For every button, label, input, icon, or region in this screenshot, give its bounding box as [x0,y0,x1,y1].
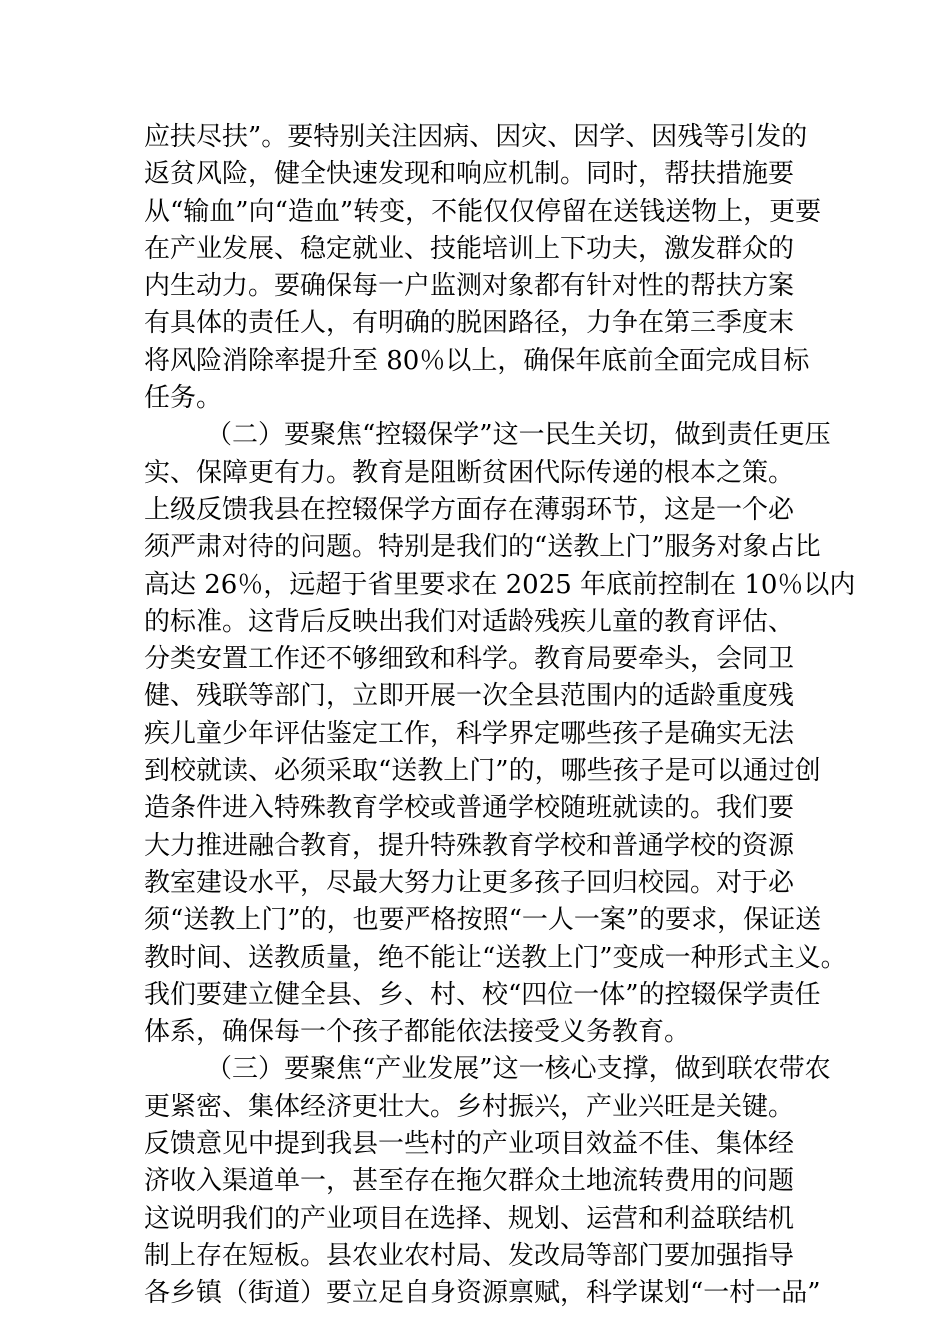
text-line: 更紧密、集体经济更壮大。乡村振兴，产业兴旺是关键。 [144,1091,795,1122]
text-line: 高达 26％，远超于省里要求在 2025 年底前控制在 10％以内 [144,569,856,600]
text-line: 体系，确保每一个孩子都能依法接受义务教育。 [144,1017,691,1048]
text-line: 从“输血”向“造血”转变，不能仅仅停留在送钱送物上，更要 [144,196,822,227]
text-line: 造条件进入特殊教育学校或普通学校随班就读的。我们要 [144,793,795,824]
text-line: 应扶尽扶”。要特别关注因病、因灾、因学、因残等引发的 [144,122,808,152]
text-line: 教室建设水平，尽最大努力让更多孩子回归校园。对于必 [144,867,795,898]
text-line: 有具体的责任人，有明确的脱困路径，力争在第三季度末 [144,308,795,339]
text-line: 的标准。这背后反映出我们对适龄残疾儿童的教育评估、 [144,606,795,637]
text-line: 返贫风险，健全快速发现和响应机制。同时，帮扶措施要 [144,159,795,190]
text-line: 分类安置工作还不够细致和科学。教育局要牵头，会同卫 [144,644,795,675]
text-line: 须“送教上门”的，也要严格按照“一人一案”的要求，保证送 [144,905,822,936]
text-line: 反馈意见中提到我县一些村的产业项目效益不佳、集体经 [144,1129,795,1160]
text-line: 济收入渠道单一，甚至存在拖欠群众土地流转费用的问题 [144,1166,795,1197]
text-line: 实、保障更有力。教育是阻断贫困代际传递的根本之策。 [144,457,795,488]
text-line: 各乡镇（街道）要立足自身资源禀赋，科学谋划“一村一品” [144,1278,821,1309]
text-line: 健、残联等部门，立即开展一次全县范围内的适龄重度残 [144,681,795,712]
text-line: 我们要建立健全县、乡、村、校“四位一体”的控辍保学责任 [144,979,821,1010]
body-text [144,119,856,1313]
text-line: 这说明我们的产业项目在选择、规划、运营和利益联结机 [144,1203,795,1234]
text-line: 大力推进融合教育，提升特殊教育学校和普通学校的资源 [144,830,795,861]
paragraph-start-line: （二）要聚焦“控辍保学”这一民生关切，做到责任更压 [206,420,831,451]
paragraph-start-line: （三）要聚焦“产业发展”这一核心支撑，做到联农带农 [206,1054,831,1085]
text-line: 上级反馈我县在控辍保学方面存在薄弱环节，这是一个必 [144,494,795,525]
text-line: 疾儿童少年评估鉴定工作，科学界定哪些孩子是确实无法 [144,718,795,749]
text-line: 将风险消除率提升至 80％以上，确保年底前全面完成目标 [144,345,810,376]
text-line: 任务。 [144,383,223,414]
text-line: 在产业发展、稳定就业、技能培训上下功夫，激发群众的 [144,233,795,264]
text-line: 内生动力。要确保每一户监测对象都有针对性的帮扶方案 [144,271,795,302]
text-line: 教时间、送教质量，绝不能让“送教上门”变成一种形式主义。 [144,942,847,973]
text-line: 制上存在短板。县农业农村局、发改局等部门要加强指导 [144,1240,795,1271]
text-line: 须严肃对待的问题。特别是我们的“送教上门”服务对象占比 [144,532,821,563]
text-line: 到校就读、必须采取“送教上门”的，哪些孩子是可以通过创 [144,756,821,787]
